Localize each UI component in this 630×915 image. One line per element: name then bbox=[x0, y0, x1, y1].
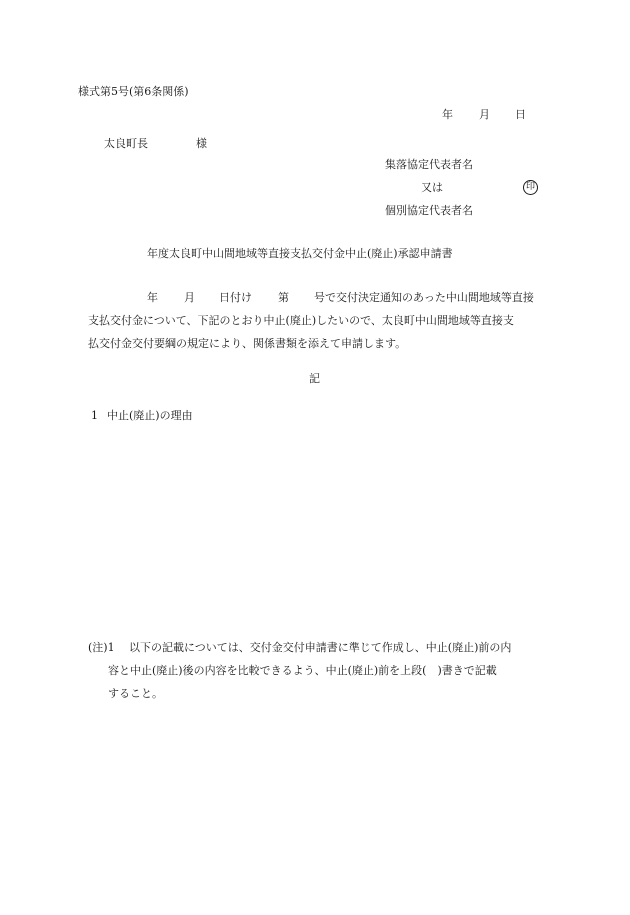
note-line3: すること。 bbox=[108, 687, 163, 700]
addressee-honorific: 様 bbox=[196, 137, 207, 150]
form-number: 様式第5号(第6条関係) bbox=[78, 85, 189, 98]
body-line2: 支払交付金について、下記のとおり中止(廃止)したいので、太良町中山間地域等直接支 bbox=[88, 314, 514, 327]
body-month: 月 bbox=[184, 291, 195, 304]
body-line3: 払交付金交付要綱の規定により、関係書類を添えて申請します。 bbox=[88, 337, 407, 350]
ki-heading: 記 bbox=[309, 372, 320, 385]
date-day-label: 日 bbox=[515, 108, 526, 121]
body-line1-rest: 号で交付決定通知のあった中山間地域等直接 bbox=[314, 291, 534, 304]
date-year-label: 年 bbox=[442, 108, 453, 121]
date-month-label: 月 bbox=[479, 108, 490, 121]
note-line1: 以下の記載については、交付金交付申請書に準じて作成し、中止(廃止)前の内 bbox=[129, 641, 512, 654]
note-line2: 容と中止(廃止)後の内容を比較できるよう、中止(廃止)前を上段( )書きで記載 bbox=[108, 664, 497, 677]
item1-label: 中止(廃止)の理由 bbox=[107, 409, 193, 422]
or-label: 又は bbox=[421, 181, 443, 194]
individual-rep-label: 個別協定代表者名 bbox=[385, 204, 473, 217]
seal-mark: 印 bbox=[523, 180, 538, 195]
item1-number: 1 bbox=[91, 409, 98, 422]
body-no: 第 bbox=[278, 291, 289, 304]
body-year: 年 bbox=[147, 291, 158, 304]
document-title: 年度太良町中山間地域等直接支払交付金中止(廃止)承認申請書 bbox=[147, 247, 453, 260]
body-date: 日付け bbox=[219, 291, 252, 304]
addressee-mayor: 太良町長 bbox=[104, 137, 148, 150]
note-prefix: (注)1 bbox=[88, 641, 115, 654]
community-rep-label: 集落協定代表者名 bbox=[385, 158, 473, 171]
